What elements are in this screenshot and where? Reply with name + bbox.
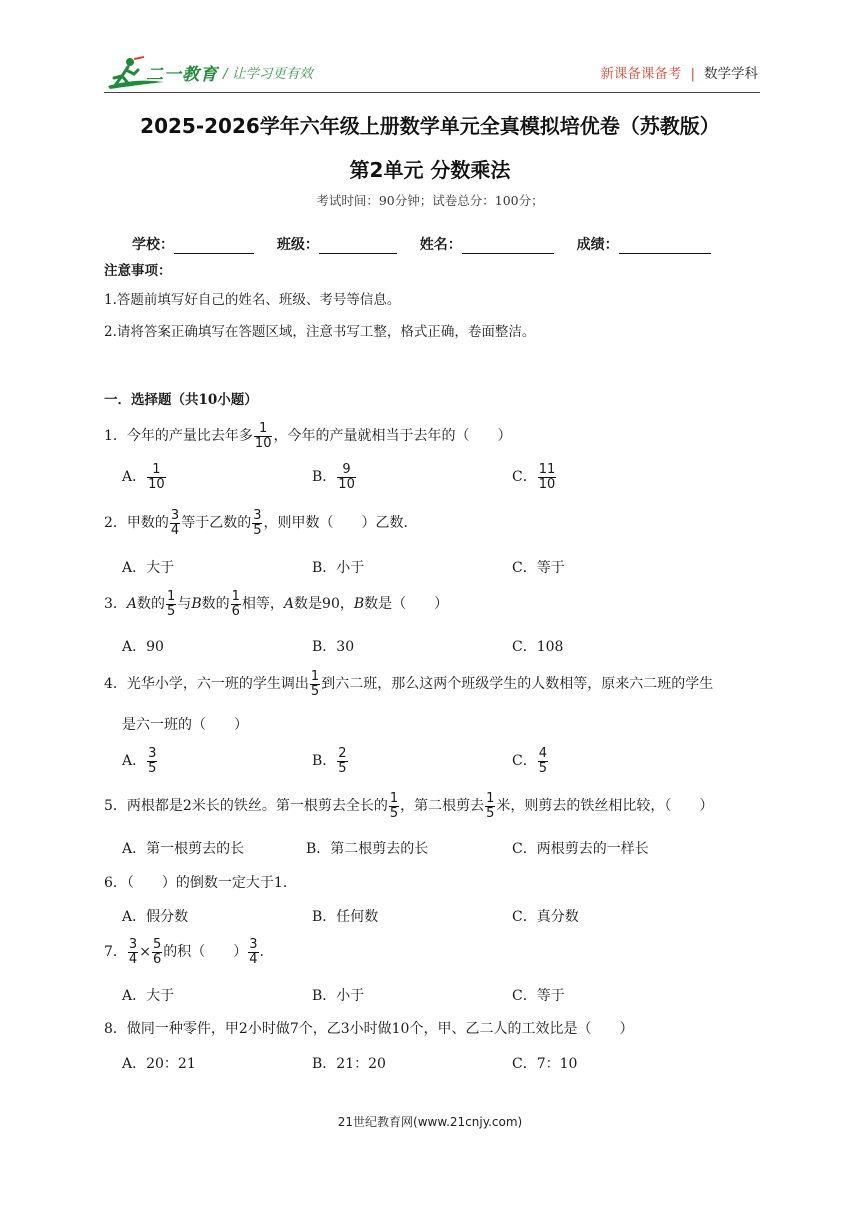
question-3 (104, 590, 448, 618)
option-a[interactable]: A．大于 (122, 560, 175, 576)
fraction (252, 509, 262, 537)
question-text: 2．甲数的 (104, 515, 169, 532)
option-c[interactable]: C．108 (512, 639, 564, 655)
option-label: C． (512, 469, 537, 486)
denominator: 10 (538, 476, 556, 492)
question-text: 与 (177, 596, 192, 613)
notice-item: 2.请将答案正确填写在答题区域，注意书写工整，格式正确，卷面整洁。 (104, 324, 536, 340)
option-a[interactable]: A．90 (122, 639, 164, 655)
fraction (389, 792, 399, 820)
question-6: 6．（ ）的倒数一定大于1． (104, 875, 297, 891)
variable: B (353, 596, 365, 613)
option-b[interactable]: B．30 (312, 639, 355, 655)
page-title: 2025-2026学年六年级上册数学单元全真模拟培优卷（苏教版） (140, 114, 720, 138)
denominator: 10 (338, 476, 355, 492)
fraction (538, 463, 557, 491)
option-label: B． (312, 469, 337, 486)
option-c[interactable] (512, 463, 557, 491)
question-text: 的积（ ） (163, 944, 248, 961)
denominator: 5 (538, 760, 547, 776)
numerator: 1 (147, 463, 166, 478)
header-separator: | (690, 66, 695, 82)
fraction (170, 509, 180, 537)
numerator: 3 (249, 937, 258, 952)
question-5 (104, 792, 713, 820)
numerator: 4 (538, 746, 547, 761)
logo-text: 二一教育 (146, 65, 218, 84)
class-blank[interactable] (319, 239, 397, 254)
denominator: 5 (486, 805, 495, 821)
denominator: 4 (249, 951, 258, 967)
variable: B (191, 596, 202, 613)
denominator: 5 (389, 805, 399, 821)
fraction (248, 938, 258, 966)
fraction (254, 422, 273, 450)
question-text: 到六二班，那么这两个班级学生的人数相等，原来六二班的学生 (321, 676, 714, 693)
question-text: ，第二根剪去 (400, 798, 485, 815)
option-label: B． (312, 753, 337, 770)
school-label: 学校： (132, 237, 174, 253)
student-info-fields (132, 234, 729, 254)
question-text: 1．今年的产量比去年多 (104, 428, 253, 445)
score-field[interactable] (577, 234, 711, 254)
exam-info: 考试时间：90分钟；试卷总分：100分； (316, 193, 544, 208)
denominator: 6 (231, 603, 240, 619)
fraction (485, 792, 495, 820)
option-c[interactable]: C．真分数 (512, 909, 579, 925)
slogan: / 让学习更有效 (223, 66, 313, 82)
option-c[interactable]: C．7：10 (512, 1056, 578, 1072)
question-text: ，则甲数（ ）乙数． (263, 515, 418, 532)
variable: A (283, 596, 295, 613)
numerator: 5 (152, 937, 162, 952)
denominator: 10 (148, 476, 165, 492)
denominator: 4 (128, 951, 138, 967)
denominator: 5 (148, 760, 157, 776)
numerator: 2 (338, 746, 347, 761)
question-text: 数是90， (294, 596, 354, 613)
option-a[interactable] (122, 747, 158, 775)
question-text: 数是（ ） (364, 596, 449, 613)
times-sign: × (139, 944, 151, 961)
score-blank[interactable] (619, 239, 711, 254)
question-text: 等于乙数的 (181, 515, 252, 532)
variable: A (126, 596, 138, 613)
numerator: 1 (389, 791, 399, 806)
header-divider (104, 92, 760, 93)
option-b[interactable]: B．任何数 (312, 909, 379, 925)
option-c[interactable]: C．等于 (512, 988, 565, 1004)
notice-title: 注意事项： (104, 263, 172, 279)
option-b[interactable]: B．小于 (312, 560, 365, 576)
option-label: C． (512, 753, 537, 770)
denominator: 6 (152, 951, 162, 967)
question-text: 米，则剪去的铁丝相比较，（ ） (496, 798, 714, 815)
numerator: 1 (231, 589, 240, 604)
question-text: 4．光华小学，六一班的学生调出 (104, 676, 309, 693)
numerator: 3 (148, 746, 157, 761)
score-label: 成绩： (576, 237, 619, 253)
question-text: 数的 (201, 596, 230, 613)
numerator: 3 (170, 508, 180, 523)
fraction (337, 463, 356, 491)
option-b[interactable]: B．小于 (312, 988, 365, 1004)
option-b[interactable]: B．21：20 (312, 1056, 386, 1072)
option-c[interactable] (512, 747, 549, 775)
fraction (310, 670, 320, 698)
question-8: 8．做同一种零件，甲2小时做7个，乙3小时做10个，甲、乙二人的工效比是（ ） (104, 1021, 634, 1037)
question-4 (104, 670, 713, 698)
denominator: 4 (170, 522, 180, 538)
fraction (152, 938, 162, 966)
fraction (538, 747, 548, 775)
question-text: 7． (104, 944, 127, 961)
header-right (600, 62, 758, 82)
fraction (337, 747, 347, 775)
question-text: 相等， (241, 596, 284, 613)
numerator: 9 (337, 463, 356, 478)
fraction (231, 590, 241, 618)
denominator: 5 (253, 522, 262, 538)
option-b[interactable]: B．第二根剪去的长 (306, 841, 429, 857)
question-text: 5．两根都是2米长的铁丝。第一根剪去全长的 (104, 798, 388, 815)
numerator: 1 (167, 589, 176, 604)
fraction (147, 747, 157, 775)
denominator: 5 (310, 683, 320, 699)
fraction (147, 463, 166, 491)
unit-title: 第2单元 分数乘法 (349, 158, 511, 182)
name-field[interactable] (420, 234, 554, 254)
header-course-label: 新课备课备考 (600, 66, 682, 82)
header-subject-label: 数学学科 (704, 66, 758, 82)
question-text: 3． (104, 596, 127, 613)
option-a[interactable]: A．大于 (122, 988, 175, 1004)
notice-item: 1.答题前填写好自己的姓名、班级、考号等信息。 (104, 292, 401, 308)
option-b[interactable] (312, 463, 357, 491)
question-4-line-2: 是六一班的（ ） (122, 717, 248, 733)
numerator: 1 (486, 791, 495, 806)
fraction (166, 590, 176, 618)
school-blank[interactable] (174, 239, 254, 254)
numerator: 1 (310, 669, 320, 684)
option-c[interactable]: C．两根剪去的一样长 (512, 841, 649, 857)
fraction (128, 938, 138, 966)
numerator: 3 (128, 937, 138, 952)
section-heading: 一．选择题（共10小题） (104, 392, 258, 408)
class-label: 班级： (276, 237, 319, 253)
question-7 (104, 938, 264, 966)
denominator: 5 (338, 760, 347, 776)
option-a[interactable]: A．假分数 (122, 909, 189, 925)
numerator: 11 (538, 462, 556, 477)
option-b[interactable] (312, 747, 349, 775)
option-label: A． (122, 469, 147, 486)
option-a[interactable]: A．第一根剪去的长 (122, 841, 245, 857)
question-text: 数的 (137, 596, 166, 613)
numerator: 3 (253, 508, 262, 523)
option-a[interactable] (122, 463, 167, 491)
name-blank[interactable] (462, 239, 554, 254)
school-field[interactable] (132, 234, 254, 254)
question-1 (104, 422, 511, 450)
option-a[interactable]: A．20：21 (122, 1056, 196, 1072)
denominator: 5 (167, 603, 176, 619)
footer: 21世纪教育网(www.21cnjy.com) (337, 1115, 523, 1129)
numerator: 1 (254, 422, 273, 437)
name-label: 姓名： (419, 237, 462, 253)
question-text: ，今年的产量就相当于去年的（ ） (273, 428, 512, 445)
option-label: A． (122, 753, 147, 770)
question-2 (104, 509, 417, 537)
question-text: . (259, 944, 264, 961)
class-field[interactable] (277, 234, 397, 254)
denominator: 10 (254, 435, 272, 451)
option-c[interactable]: C．等于 (512, 560, 565, 576)
